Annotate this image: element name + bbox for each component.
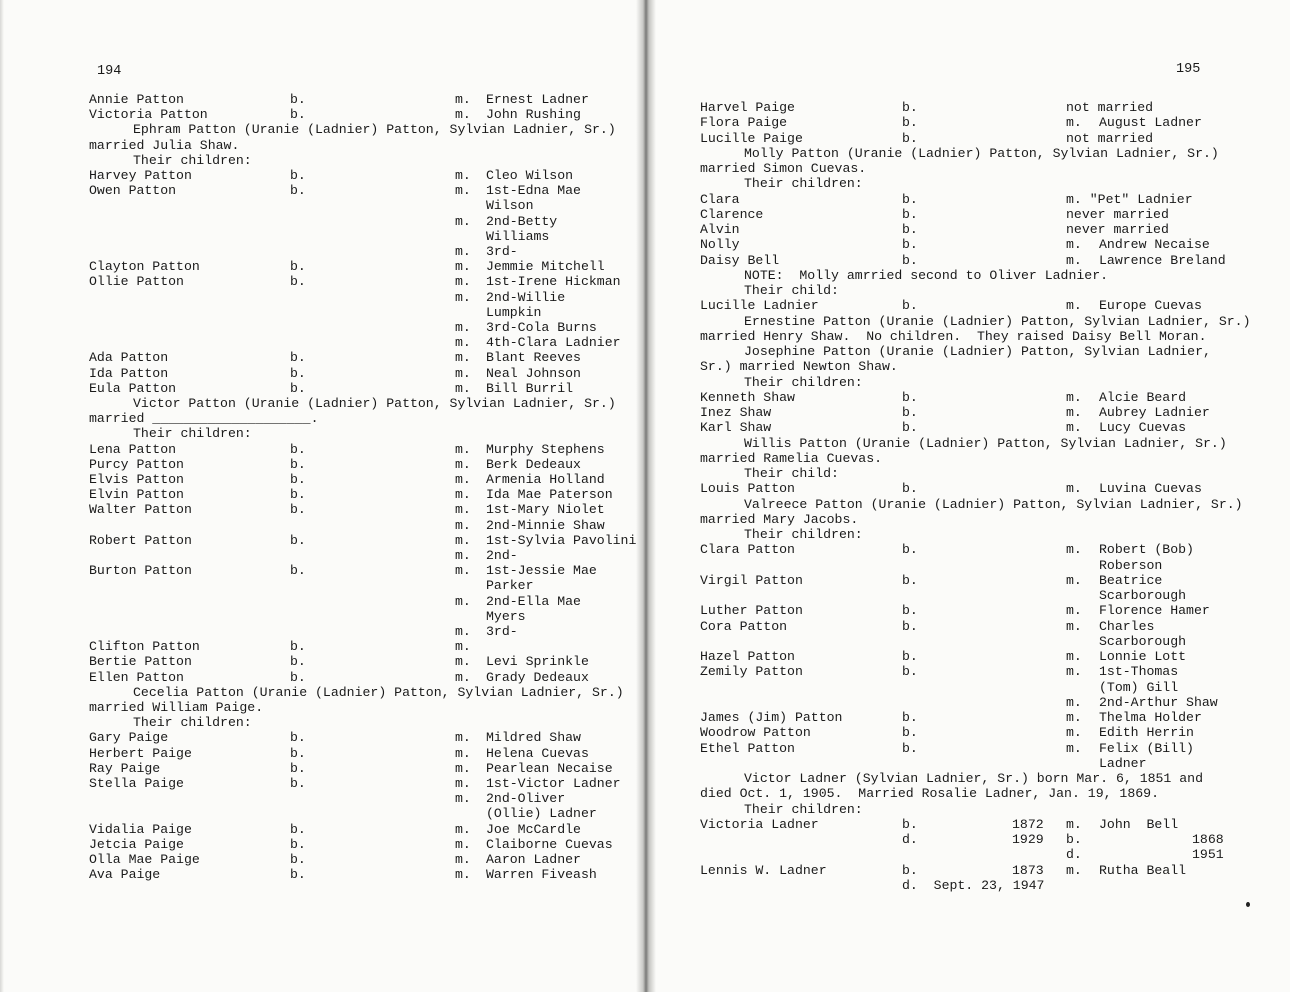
spouse-name: 2nd-Ella Mae bbox=[486, 593, 581, 609]
marriage-marker: m. bbox=[455, 821, 471, 837]
person-name: Elvis Patton bbox=[89, 472, 184, 487]
marriage-marker: m. bbox=[455, 335, 471, 351]
birth-marker: b. bbox=[290, 183, 306, 199]
person-name: Clayton Patton bbox=[89, 259, 200, 275]
birth-marker: b. bbox=[290, 563, 306, 579]
birth-marker: b. bbox=[290, 441, 306, 457]
person-name: Burton Patton bbox=[89, 563, 192, 579]
person-name: Ollie Patton bbox=[89, 274, 184, 290]
spouse-name: Parker bbox=[486, 578, 534, 594]
spouse-name: Thelma Holder bbox=[1099, 710, 1202, 725]
spouse-name: Grady Dedeaux bbox=[486, 669, 589, 685]
person-name: Ava Paige bbox=[89, 867, 161, 883]
birth-marker: b. bbox=[290, 350, 306, 366]
person-name: Victoria Patton bbox=[89, 107, 208, 123]
spouse-name: 2nd-Arthur Shaw bbox=[1099, 694, 1218, 710]
narrative-line: Sr.) married Newton Shaw. bbox=[700, 359, 898, 375]
birth-marker: b. bbox=[902, 710, 918, 725]
spouse-name: Wilson bbox=[486, 198, 534, 214]
marriage-marker: m. bbox=[1066, 725, 1082, 741]
narrative-line: married Ramelia Cuevas. bbox=[700, 450, 883, 466]
birth-marker: b. bbox=[902, 603, 918, 619]
spouse-name: Aubrey Ladnier bbox=[1099, 405, 1210, 420]
right-page bbox=[652, 0, 1290, 992]
spouse-name: Joe McCardle bbox=[486, 821, 581, 837]
spouse-name: Armenia Holland bbox=[486, 472, 605, 487]
spouse-name: Murphy Stephens bbox=[486, 441, 605, 457]
person-name: Flora Paige bbox=[700, 115, 788, 131]
page-edge bbox=[0, 0, 4, 992]
narrative-line: married Mary Jacobs. bbox=[700, 511, 859, 527]
spouse-name: Aaron Ladner bbox=[486, 852, 581, 867]
birth-marker: b. bbox=[290, 487, 306, 503]
birth-marker: b. bbox=[902, 115, 918, 131]
person-name: Clarence bbox=[700, 206, 764, 222]
narrative-line: Cecelia Patton (Uranie (Ladnier) Patton, Sylvian Ladnier, Sr.) bbox=[133, 684, 624, 700]
person-name: Lucille Ladnier bbox=[700, 298, 819, 314]
narrative-line: Josephine Patton (Uranie (Ladnier) Patton, Sylvian Ladnier, bbox=[744, 344, 1211, 359]
birth-marker: b. bbox=[902, 542, 918, 558]
spouse-name: not married bbox=[1066, 130, 1154, 146]
spouse-name: never married bbox=[1066, 206, 1169, 222]
spouse-name: 2nd-Oliver bbox=[486, 791, 566, 807]
marriage-marker: m. bbox=[455, 730, 471, 746]
person-name: Ida Patton bbox=[89, 365, 169, 381]
person-name: Ellen Patton bbox=[89, 669, 184, 685]
marriage-marker: d. bbox=[1066, 847, 1082, 863]
person-name: Woodrow Patton bbox=[700, 725, 811, 741]
person-name: Clifton Patton bbox=[89, 639, 200, 655]
person-name: Lena Patton bbox=[89, 441, 177, 457]
person-name: Purcy Patton bbox=[89, 456, 184, 472]
birth-marker: b. bbox=[290, 669, 306, 685]
marriage-marker: m. bbox=[455, 92, 471, 107]
marriage-marker: b. bbox=[1066, 832, 1082, 847]
person-name: Clara Patton bbox=[700, 542, 795, 558]
spouse-name: Felix (Bill) bbox=[1099, 740, 1194, 756]
marriage-marker: m. bbox=[455, 350, 471, 366]
narrative-line: Their children: bbox=[744, 374, 863, 390]
person-name: Herbert Paige bbox=[89, 745, 192, 761]
marriage-marker: m. bbox=[1066, 572, 1082, 588]
birth-marker: b. bbox=[902, 206, 918, 222]
person-name: Cora Patton bbox=[700, 618, 788, 634]
marriage-marker: m. bbox=[455, 183, 471, 199]
person-name: Ada Patton bbox=[89, 350, 169, 366]
person-name: Owen Patton bbox=[89, 183, 177, 199]
birth-marker: b. bbox=[290, 365, 306, 381]
spouse-name: Florence Hamer bbox=[1099, 603, 1210, 619]
spouse-name: 1st-Edna Mae bbox=[486, 183, 581, 199]
spouse-name: John Bell bbox=[1099, 816, 1179, 832]
marriage-marker: m. bbox=[455, 487, 471, 503]
spouse-name: Ida Mae Paterson bbox=[486, 487, 613, 503]
spouse-name: m. "Pet" Ladnier bbox=[1066, 191, 1193, 207]
marriage-marker: m. bbox=[1066, 420, 1082, 436]
birth-marker: b. bbox=[902, 618, 918, 634]
spouse-name: 2nd- bbox=[486, 548, 518, 563]
marriage-marker: m. bbox=[455, 867, 471, 883]
person-name: Olla Mae Paige bbox=[89, 852, 200, 867]
birth-marker: b. bbox=[902, 572, 918, 588]
person-name: Walter Patton bbox=[89, 502, 192, 518]
narrative-line: NOTE: Molly amrried second to Oliver Ladnier. bbox=[744, 267, 1109, 283]
marriage-marker: m. bbox=[1066, 405, 1082, 420]
spouse-name: Rutha Beall bbox=[1099, 862, 1187, 878]
person-name: Harvey Patton bbox=[89, 168, 192, 183]
person-name: James (Jim) Patton bbox=[700, 710, 843, 725]
page-number: 195 bbox=[1176, 62, 1201, 77]
spouse-name: 3rd- bbox=[486, 624, 518, 639]
marriage-marker: m. bbox=[455, 365, 471, 381]
narrative-line: Ephram Patton (Uranie (Ladnier) Patton, Sylvian Ladnier, Sr.) bbox=[133, 122, 616, 138]
marriage-marker: m. bbox=[455, 320, 471, 335]
birth-marker: b. bbox=[902, 130, 918, 146]
ink-speck bbox=[1246, 902, 1250, 907]
spouse-name: 2nd-Willie bbox=[486, 289, 566, 305]
marriage-marker: m. bbox=[455, 380, 471, 396]
person-name: Robert Patton bbox=[89, 532, 192, 548]
spouse-name: Europe Cuevas bbox=[1099, 298, 1202, 314]
birth-marker: b. bbox=[290, 852, 306, 867]
marriage-marker: m. bbox=[1066, 710, 1082, 725]
narrative-line: Valreece Patton (Uranie (Ladnier) Patton, Sylvian Ladnier, Sr.) bbox=[744, 496, 1243, 512]
spouse-name: Ernest Ladner bbox=[486, 92, 589, 107]
birth-marker: b. bbox=[290, 867, 306, 883]
spouse-name: Luvina Cuevas bbox=[1099, 481, 1202, 497]
narrative-line: Ernestine Patton (Uranie (Ladnier) Patton, Sylvian Ladnier, Sr.) bbox=[744, 313, 1251, 329]
marriage-marker: m. bbox=[1066, 694, 1082, 710]
marriage-marker: m. bbox=[455, 776, 471, 791]
narrative-line: died Oct. 1, 1905. Married Rosalie Ladner, Jan. 19, 1869. bbox=[700, 786, 1159, 802]
narrative-line: Molly Patton (Uranie (Ladnier) Patton, Sylvian Ladnier, Sr.) bbox=[744, 145, 1219, 161]
person-name: Zemily Patton bbox=[700, 664, 803, 680]
narrative-line: married ____________________. bbox=[89, 411, 319, 427]
narrative-line: Their children: bbox=[133, 715, 252, 731]
year-value: 1929 bbox=[1012, 832, 1044, 847]
birth-marker: b. bbox=[902, 389, 918, 405]
birth-marker: b. bbox=[290, 639, 306, 655]
person-name: Victoria Ladner bbox=[700, 816, 819, 832]
birth-marker: b. bbox=[290, 380, 306, 396]
marriage-marker: m. bbox=[455, 836, 471, 852]
person-name: Jetcia Paige bbox=[89, 836, 184, 852]
birth-marker: b. bbox=[902, 298, 918, 314]
spouse-name: (Tom) Gill bbox=[1099, 679, 1179, 695]
spouse-name: 1st-Victor Ladner bbox=[486, 776, 621, 791]
spouse-name: Pearlean Necaise bbox=[486, 760, 613, 776]
year-value: 1868 bbox=[1192, 832, 1224, 847]
spouse-name: not married bbox=[1066, 100, 1154, 115]
year-value: 1951 bbox=[1192, 847, 1224, 863]
person-name: Harvel Paige bbox=[700, 100, 795, 115]
spouse-name: Robert (Bob) bbox=[1099, 542, 1194, 558]
person-name: Daisy Bell bbox=[700, 252, 780, 268]
birth-marker: b. bbox=[902, 100, 918, 115]
spouse-name: Scarborough bbox=[1099, 633, 1187, 649]
marriage-marker: m. bbox=[1066, 389, 1082, 405]
narrative-line: married Simon Cuevas. bbox=[700, 161, 867, 176]
spouse-name: Claiborne Cuevas bbox=[486, 836, 613, 852]
spouse-name: 2nd-Betty bbox=[486, 213, 558, 229]
marriage-marker: m. bbox=[455, 669, 471, 685]
left-page bbox=[0, 0, 640, 992]
birth-marker: b. bbox=[290, 456, 306, 472]
person-name: Eula Patton bbox=[89, 380, 177, 396]
spouse-name: Roberson bbox=[1099, 557, 1163, 573]
page-number: 194 bbox=[97, 64, 122, 79]
narrative-line: Willis Patton (Uranie (Ladnier) Patton, Sylvian Ladnier, Sr.) bbox=[744, 435, 1227, 451]
spouse-name: Andrew Necaise bbox=[1099, 237, 1210, 253]
birth-marker: b. bbox=[902, 191, 918, 207]
spouse-name: 2nd-Minnie Shaw bbox=[486, 517, 605, 533]
birth-marker: b. bbox=[290, 274, 306, 290]
birth-marker: b. bbox=[290, 836, 306, 852]
narrative-line: married Julia Shaw. bbox=[89, 137, 240, 153]
person-name: Inez Shaw bbox=[700, 405, 772, 420]
marriage-marker: m. bbox=[455, 654, 471, 670]
person-name: Hazel Patton bbox=[700, 649, 795, 664]
spouse-name: Lucy Cuevas bbox=[1099, 420, 1187, 436]
spouse-name: Mildred Shaw bbox=[486, 730, 581, 746]
birth-marker: b. bbox=[290, 532, 306, 548]
person-name: Lucille Paige bbox=[700, 130, 803, 146]
birth-marker: b. bbox=[290, 654, 306, 670]
spouse-name: Beatrice bbox=[1099, 572, 1163, 588]
person-name: Kenneth Shaw bbox=[700, 389, 795, 405]
spouse-name: 1st-Sylvia Pavolini bbox=[486, 532, 637, 548]
spouse-name: Ladner bbox=[1099, 755, 1147, 771]
marriage-marker: m. bbox=[455, 593, 471, 609]
spouse-name: Helena Cuevas bbox=[486, 745, 589, 761]
year-value: 1872 bbox=[1012, 816, 1044, 832]
spouse-name: Berk Dedeaux bbox=[486, 456, 581, 472]
narrative-line: Their child: bbox=[744, 466, 839, 481]
marriage-marker: m. bbox=[1066, 862, 1082, 878]
spouse-name: Lumpkin bbox=[486, 304, 542, 320]
marriage-marker: m. bbox=[455, 624, 471, 639]
marriage-marker: m. bbox=[455, 213, 471, 229]
marriage-marker: m. bbox=[1066, 649, 1082, 664]
person-name: Stella Paige bbox=[89, 776, 184, 791]
person-name: Bertie Patton bbox=[89, 654, 192, 670]
marriage-marker: m. bbox=[455, 441, 471, 457]
year-value: 1873 bbox=[1012, 862, 1044, 878]
marriage-marker: m. bbox=[455, 548, 471, 563]
person-name: Ethel Patton bbox=[700, 740, 795, 756]
person-name: Clara bbox=[700, 191, 740, 207]
marriage-marker: m. bbox=[455, 517, 471, 533]
marriage-marker: m. bbox=[455, 244, 471, 259]
birth-marker: b. bbox=[290, 776, 306, 791]
person-name: Vidalia Paige bbox=[89, 821, 192, 837]
narrative-line: Their children: bbox=[133, 426, 252, 442]
person-name: Louis Patton bbox=[700, 481, 795, 497]
spouse-name: Myers bbox=[486, 608, 526, 624]
spouse-name: Lawrence Breland bbox=[1099, 252, 1226, 268]
narrative-line: Their children: bbox=[133, 152, 252, 168]
person-name: Nolly bbox=[700, 237, 740, 253]
spouse-name: Blant Reeves bbox=[486, 350, 581, 366]
marriage-marker: m. bbox=[455, 502, 471, 518]
marriage-marker: m. bbox=[455, 168, 471, 183]
birth-marker: b. bbox=[902, 816, 918, 832]
birth-marker: d. Sept. 23, 1947 bbox=[902, 877, 1045, 893]
birth-marker: b. bbox=[290, 472, 306, 487]
birth-marker: b. bbox=[902, 405, 918, 420]
birth-marker: b. bbox=[290, 107, 306, 123]
spouse-name: Jemmie Mitchell bbox=[486, 259, 605, 275]
spouse-name: John Rushing bbox=[486, 107, 581, 123]
birth-marker: b. bbox=[290, 730, 306, 746]
spouse-name: 1st-Jessie Mae bbox=[486, 563, 597, 579]
marriage-marker: m. bbox=[455, 639, 471, 655]
spouse-name: Lonnie Lott bbox=[1099, 649, 1187, 664]
birth-marker: b. bbox=[902, 252, 918, 268]
spouse-name: Charles bbox=[1099, 618, 1155, 634]
narrative-line: married William Paige. bbox=[89, 700, 264, 715]
marriage-marker: m. bbox=[455, 289, 471, 305]
spouse-name: August Ladner bbox=[1099, 115, 1202, 131]
birth-marker: b. bbox=[902, 222, 918, 237]
person-name: Gary Paige bbox=[89, 730, 169, 746]
person-name: Luther Patton bbox=[700, 603, 803, 619]
birth-marker: d. bbox=[902, 832, 918, 847]
birth-marker: b. bbox=[290, 821, 306, 837]
spouse-name: Bill Burril bbox=[486, 380, 574, 396]
person-name: Ray Paige bbox=[89, 760, 161, 776]
birth-marker: b. bbox=[902, 862, 918, 878]
person-name: Elvin Patton bbox=[89, 487, 184, 503]
narrative-line: Their children: bbox=[744, 801, 863, 817]
marriage-marker: m. bbox=[1066, 481, 1082, 497]
marriage-marker: m. bbox=[1066, 298, 1082, 314]
marriage-marker: m. bbox=[455, 852, 471, 867]
spouse-name: Scarborough bbox=[1099, 588, 1187, 603]
spouse-name: Alcie Beard bbox=[1099, 389, 1187, 405]
narrative-line: married Henry Shaw. No children. They raised Daisy Bell Moran. bbox=[700, 328, 1207, 344]
spouse-name: 3rd-Cola Burns bbox=[486, 320, 597, 335]
marriage-marker: m. bbox=[1066, 603, 1082, 619]
narrative-line: Their child: bbox=[744, 283, 839, 298]
spouse-name: 1st-Thomas bbox=[1099, 664, 1179, 680]
birth-marker: b. bbox=[290, 760, 306, 776]
narrative-line: Victor Ladner (Sylvian Ladnier, Sr.) born Mar. 6, 1851 and bbox=[744, 771, 1203, 786]
marriage-marker: m. bbox=[1066, 252, 1082, 268]
person-name: Virgil Patton bbox=[700, 572, 803, 588]
spouse-name: 1st-Mary Niolet bbox=[486, 502, 605, 518]
marriage-marker: m. bbox=[455, 259, 471, 275]
spouse-name: Warren Fiveash bbox=[486, 867, 597, 883]
spouse-name: never married bbox=[1066, 222, 1169, 237]
spouse-name: Neal Johnson bbox=[486, 365, 581, 381]
birth-marker: b. bbox=[902, 481, 918, 497]
marriage-marker: m. bbox=[455, 456, 471, 472]
narrative-line: Victor Patton (Uranie (Ladnier) Patton, Sylvian Ladnier, Sr.) bbox=[133, 396, 616, 411]
narrative-line: Their children: bbox=[744, 527, 863, 542]
spouse-name: 3rd- bbox=[486, 244, 518, 259]
person-name: Lennis W. Ladner bbox=[700, 862, 827, 878]
marriage-marker: m. bbox=[1066, 618, 1082, 634]
birth-marker: b. bbox=[290, 502, 306, 518]
birth-marker: b. bbox=[290, 259, 306, 275]
marriage-marker: m. bbox=[455, 274, 471, 290]
marriage-marker: m. bbox=[455, 472, 471, 487]
marriage-marker: m. bbox=[1066, 542, 1082, 558]
marriage-marker: m. bbox=[455, 791, 471, 807]
marriage-marker: m. bbox=[1066, 115, 1082, 131]
marriage-marker: m. bbox=[1066, 740, 1082, 756]
marriage-marker: m. bbox=[455, 745, 471, 761]
spouse-name: 1st-Irene Hickman bbox=[486, 274, 621, 290]
spouse-name: (Ollie) Ladner bbox=[486, 806, 597, 822]
marriage-marker: m. bbox=[455, 107, 471, 123]
spouse-name: Cleo Wilson bbox=[486, 168, 574, 183]
birth-marker: b. bbox=[290, 168, 306, 183]
birth-marker: b. bbox=[902, 664, 918, 680]
person-name: Alvin bbox=[700, 222, 740, 237]
narrative-line: Their children: bbox=[744, 176, 863, 192]
birth-marker: b. bbox=[902, 725, 918, 741]
birth-marker: b. bbox=[290, 92, 306, 107]
spouse-name: 4th-Clara Ladnier bbox=[486, 335, 621, 351]
marriage-marker: m. bbox=[1066, 237, 1082, 253]
person-name: Karl Shaw bbox=[700, 420, 772, 436]
marriage-marker: m. bbox=[455, 563, 471, 579]
birth-marker: b. bbox=[902, 740, 918, 756]
birth-marker: b. bbox=[902, 420, 918, 436]
spouse-name: Levi Sprinkle bbox=[486, 654, 589, 670]
birth-marker: b. bbox=[902, 237, 918, 253]
marriage-marker: m. bbox=[1066, 816, 1082, 832]
birth-marker: b. bbox=[290, 745, 306, 761]
birth-marker: b. bbox=[902, 649, 918, 664]
marriage-marker: m. bbox=[455, 760, 471, 776]
person-name: Annie Patton bbox=[89, 92, 184, 107]
marriage-marker: m. bbox=[1066, 664, 1082, 680]
spouse-name: Williams bbox=[486, 228, 550, 244]
spouse-name: Edith Herrin bbox=[1099, 725, 1194, 741]
marriage-marker: m. bbox=[455, 532, 471, 548]
